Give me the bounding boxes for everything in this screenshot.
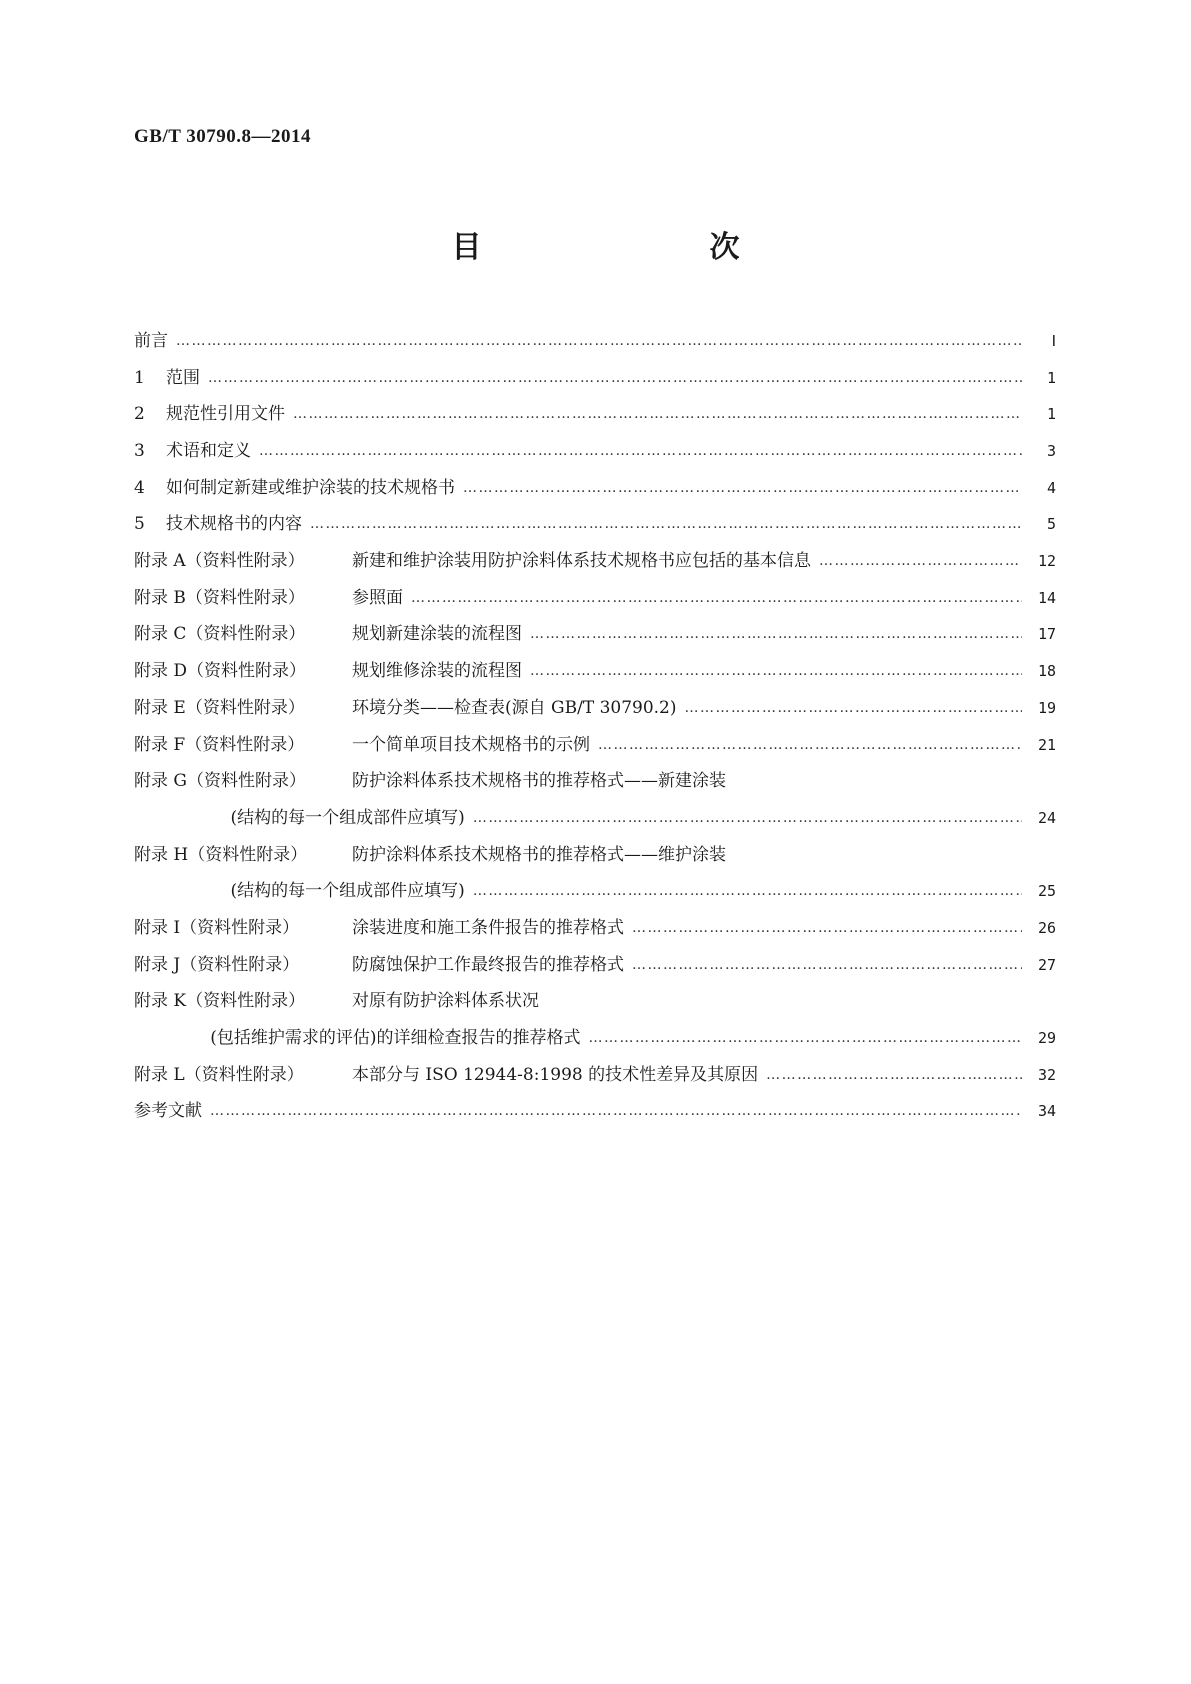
toc-page-number: 24 <box>1037 808 1056 827</box>
toc-leader-dots <box>473 873 1022 910</box>
toc-entry-annex-prefix: 附录 J（资料性附录） <box>134 954 300 975</box>
page-title: 目 次 <box>451 230 796 265</box>
toc-entry-text: 本部分与 ISO 12944-8:1998 的技术性差异及其原因 <box>352 1064 759 1085</box>
toc-leader-dots <box>766 1057 1022 1094</box>
toc-entry-text-continued: (结构的每一个组成部件应填写) <box>230 807 465 828</box>
toc-leader-dots <box>530 616 1022 653</box>
toc-leader-dots <box>819 543 1022 580</box>
toc-page-number: 25 <box>1037 882 1056 901</box>
toc-entry-annex-prefix: 附录 F（资料性附录） <box>134 734 305 755</box>
toc-page-number: Ⅰ <box>1051 331 1056 350</box>
toc-entry-number: 2 <box>134 404 145 425</box>
toc-page-number: 14 <box>1037 588 1056 607</box>
toc-entry-label <box>134 1057 758 1094</box>
toc-leader-dots <box>463 470 1022 507</box>
toc-entry-text: 如何制定新建或维护涂装的技术规格书 <box>166 477 455 498</box>
toc-page-number: 21 <box>1037 735 1056 754</box>
toc-entry-label <box>134 1093 202 1130</box>
toc-leader-dots <box>473 800 1022 837</box>
toc-entry-label <box>134 506 302 543</box>
toc-page-number: 34 <box>1037 1102 1056 1121</box>
toc-entry-label <box>134 837 726 874</box>
toc-entry-number: 3 <box>134 441 145 462</box>
toc-entry[interactable] <box>134 543 1056 580</box>
toc-entry-number: 4 <box>134 477 145 498</box>
toc-entry-text: 前言 <box>134 330 168 351</box>
toc-entry-annex-prefix: 附录 C（资料性附录） <box>134 624 306 645</box>
toc-page-number: 3 <box>1046 442 1056 461</box>
toc-entry-annex-prefix: 附录 L（资料性附录） <box>134 1064 304 1085</box>
toc-page-number: 12 <box>1037 552 1056 571</box>
toc-entry[interactable] <box>134 1093 1056 1130</box>
toc-entry[interactable] <box>134 653 1056 690</box>
toc-entry-label <box>134 470 455 507</box>
toc-page-number: 32 <box>1037 1065 1056 1084</box>
toc-page-number: 5 <box>1046 515 1056 534</box>
toc-entry[interactable] <box>134 1057 1056 1094</box>
toc-page-number: 19 <box>1037 698 1056 717</box>
standard-code: GB/T 30790.8—2014 <box>134 126 312 147</box>
toc-page-number: 29 <box>1037 1029 1056 1048</box>
toc-entry-annex-prefix: 附录 H（资料性附录） <box>134 844 308 865</box>
toc-leader-dots <box>293 396 1022 433</box>
toc-page-number: 4 <box>1046 478 1056 497</box>
toc-entry-label <box>134 690 677 727</box>
toc-entry-label <box>134 727 590 764</box>
toc-entry-continuation[interactable] <box>134 1020 1056 1057</box>
toc-entry[interactable] <box>134 433 1056 470</box>
toc-entry[interactable] <box>134 947 1056 984</box>
toc-entry[interactable] <box>134 617 1056 654</box>
toc-entry[interactable] <box>134 360 1056 397</box>
toc-leader-dots <box>310 506 1022 543</box>
toc-entry-text-continued: (结构的每一个组成部件应填写) <box>230 881 465 902</box>
toc-leader-dots <box>685 690 1022 727</box>
toc-entry-label <box>134 653 522 690</box>
toc-entry-continuation[interactable] <box>134 800 1056 837</box>
table-of-contents <box>134 323 1056 1130</box>
toc-entry-text-continued: (包括维护需求的评估)的详细检查报告的推荐格式 <box>210 1028 581 1049</box>
toc-leader-dots <box>632 947 1022 984</box>
toc-entry-label <box>134 543 811 580</box>
toc-entry-text: 涂装进度和施工条件报告的推荐格式 <box>352 917 624 938</box>
toc-entry-label <box>134 360 200 397</box>
toc-entry-label <box>134 580 403 617</box>
toc-entry-label <box>134 396 285 433</box>
toc-entry-annex-prefix: 附录 D（资料性附录） <box>134 661 307 682</box>
toc-leader-dots <box>259 433 1022 470</box>
toc-entry-text: 规范性引用文件 <box>166 404 285 425</box>
toc-entry-label <box>134 433 251 470</box>
toc-entry-annex-prefix: 附录 A（资料性附录） <box>134 551 305 572</box>
toc-entry-text: 防护涂料体系技术规格书的推荐格式——新建涂装 <box>352 771 726 792</box>
toc-leader-dots <box>411 580 1022 617</box>
toc-entry-label <box>134 947 624 984</box>
toc-entry-text: 术语和定义 <box>166 441 251 462</box>
toc-entry-annex-prefix: 附录 E（资料性附录） <box>134 697 305 718</box>
toc-entry[interactable] <box>134 580 1056 617</box>
toc-entry[interactable] <box>134 506 1056 543</box>
toc-entry-label <box>134 323 168 360</box>
toc-entry[interactable] <box>134 690 1056 727</box>
toc-entry[interactable] <box>134 323 1056 360</box>
toc-entry-text: 新建和维护涂装用防护涂料体系技术规格书应包括的基本信息 <box>352 551 811 572</box>
toc-page-number: 1 <box>1046 405 1056 424</box>
toc-entry-annex-prefix: 附录 K（资料性附录） <box>134 991 306 1012</box>
toc-entry[interactable] <box>134 910 1056 947</box>
toc-entry-text: 环境分类——检查表(源自 GB/T 30790.2) <box>352 697 677 718</box>
toc-entry-text: 规划新建涂装的流程图 <box>352 624 522 645</box>
toc-entry[interactable] <box>134 727 1056 764</box>
toc-entry-annex-prefix: 附录 B（资料性附录） <box>134 587 305 608</box>
toc-leader-dots <box>632 910 1022 947</box>
toc-entry-label <box>134 616 522 653</box>
toc-page-number: 26 <box>1037 918 1056 937</box>
toc-entry[interactable] <box>134 396 1056 433</box>
toc-entry-text: 参考文献 <box>134 1101 202 1122</box>
toc-leader-dots <box>588 1020 1022 1057</box>
toc-entry-label <box>134 763 726 800</box>
toc-entry-number: 5 <box>134 514 145 535</box>
toc-entry-text: 规划维修涂装的流程图 <box>352 661 522 682</box>
toc-entry-text: 范围 <box>166 367 200 388</box>
toc-entry[interactable] <box>134 983 1056 1020</box>
toc-entry-text: 参照面 <box>352 587 403 608</box>
toc-page-number: 18 <box>1037 662 1056 681</box>
toc-leader-dots <box>210 1093 1022 1130</box>
toc-leader-dots <box>176 323 1022 360</box>
toc-entry-continuation[interactable] <box>134 873 1056 910</box>
toc-entry-label <box>134 983 539 1020</box>
toc-entry[interactable] <box>134 470 1056 507</box>
toc-entry[interactable] <box>134 763 1056 800</box>
toc-entry-label <box>134 910 624 947</box>
toc-page-number: 1 <box>1046 368 1056 387</box>
toc-entry-annex-prefix: 附录 I（资料性附录） <box>134 917 300 938</box>
toc-entry-text: 技术规格书的内容 <box>166 514 302 535</box>
toc-entry-text: 防腐蚀保护工作最终报告的推荐格式 <box>352 954 624 975</box>
toc-entry-text: 对原有防护涂料体系状况 <box>352 991 539 1012</box>
toc-entry-number: 1 <box>134 367 145 388</box>
toc-leader-dots <box>530 653 1022 690</box>
toc-entry-text: 防护涂料体系技术规格书的推荐格式——维护涂装 <box>352 844 726 865</box>
toc-page-number: 17 <box>1037 625 1056 644</box>
toc-entry-text: 一个简单项目技术规格书的示例 <box>352 734 590 755</box>
toc-page-number: 27 <box>1037 955 1056 974</box>
toc-entry-annex-prefix: 附录 G（资料性附录） <box>134 771 306 792</box>
toc-leader-dots <box>598 727 1022 764</box>
toc-entry[interactable] <box>134 837 1056 874</box>
toc-leader-dots <box>208 360 1022 397</box>
